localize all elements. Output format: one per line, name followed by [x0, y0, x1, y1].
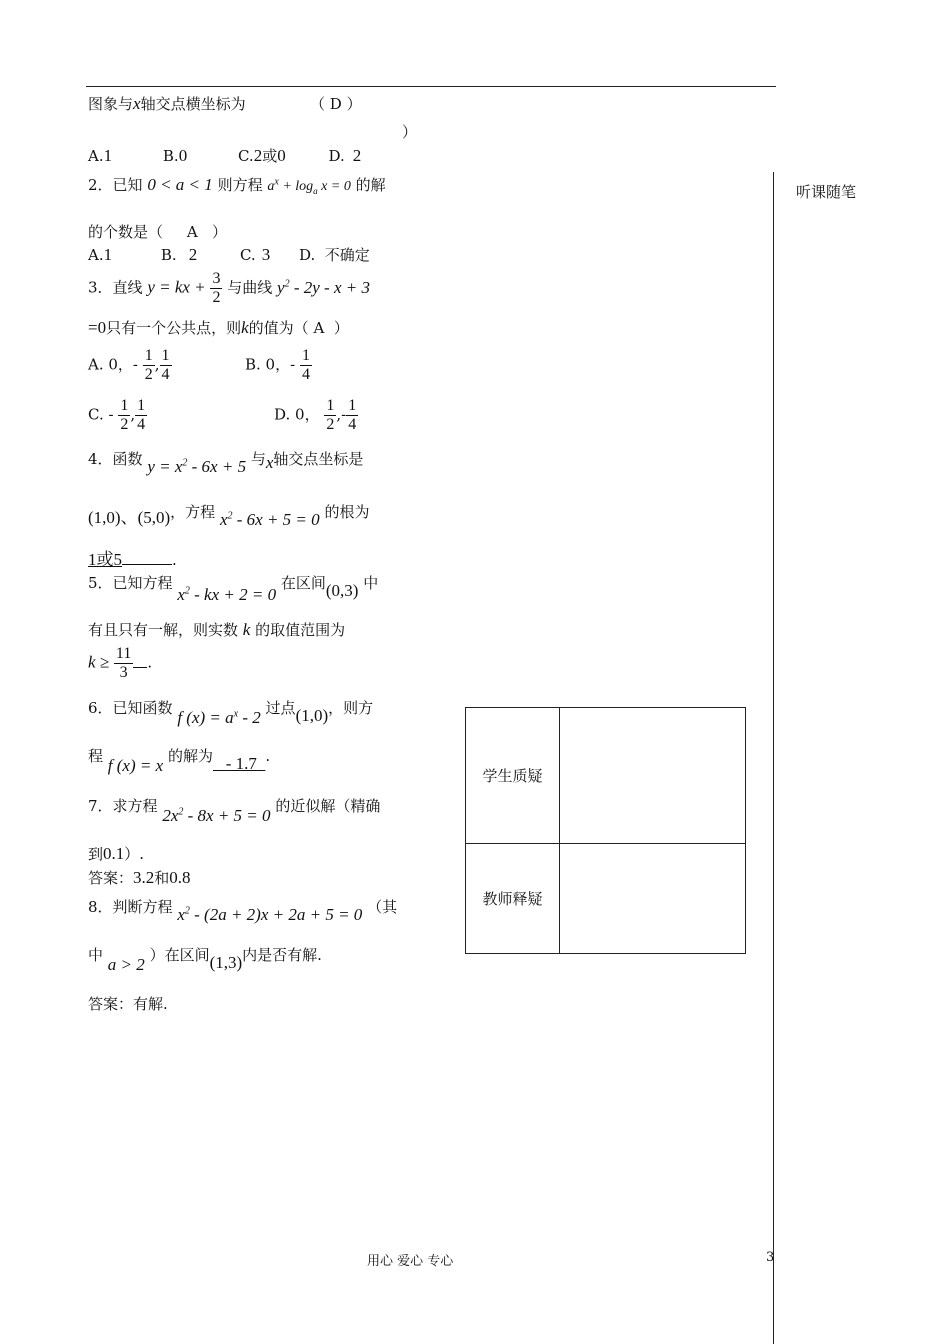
page-number: 3 — [766, 1250, 775, 1265]
qa-table — [465, 707, 746, 954]
q3-stem-line2: =0只有一个公共点，则k的值为（ A ） — [88, 318, 349, 337]
q3-option-a: A. 0，- $\frac{1}{2}$ , $\frac{1}{4}$ — [88, 347, 170, 383]
qa-row-student — [466, 708, 745, 844]
q1-stem: 图象与x轴交点横坐标为 — [88, 94, 246, 113]
q6-stem: 6．已知函数 f $(x) = a^x - 2$ 过点(1,0)，则方 — [88, 699, 374, 727]
q4-roots: 1或5 . — [88, 550, 177, 569]
q8-answer: 答案：有解. — [88, 995, 168, 1013]
q3-option-d: D. 0， $\frac{1}{2}$ ,- $\frac{1}{4}$ — [274, 397, 357, 433]
q2-stem-line2: 的个数是（ A ） — [88, 223, 228, 241]
qa-row-teacher — [466, 844, 745, 953]
q6-answer-line: 程 f (x) = x 的解为 - 1.7 . — [88, 747, 271, 775]
q3-option-c: C. - $\frac{1}{2}$ , $\frac{1}{4}$ — [88, 397, 146, 433]
q1-options: A.1 B.0 C.2或0 D. 2 — [88, 146, 362, 165]
q2-options: A.1 B. 2 C. 3 D. 不确定 — [88, 245, 370, 264]
q4-stem: 4．函数 $y = x^2 - 6x + 5$ 与x轴交点坐标是 — [88, 450, 364, 476]
q5-stem-line2: 有且只有一解，则实数 k 的取值范围为 — [88, 620, 346, 639]
q5-answer: k ≥ $\frac{11}{3}$ . — [88, 645, 153, 681]
q3-option-b: B. 0，- $\frac{1}{4}$ — [245, 347, 310, 383]
q1-stray-paren: ） — [402, 123, 418, 141]
student-question-label: 学生质疑 — [466, 708, 560, 843]
teacher-answer-label: 教师释疑 — [466, 844, 560, 953]
header-rule — [86, 86, 776, 87]
footer-motto: 用心 爱心 专心 — [367, 1254, 454, 1269]
q3-stem: 3．直线 y = kx + $\frac{3}{2}$ 与曲线 $y^2 - 2y - x + 3$ — [88, 270, 370, 306]
q1-answer: （ D ） — [310, 95, 362, 113]
side-note-title: 听课随笔 — [796, 183, 857, 201]
q8-stem: 8．判断方程 $x^2 - (2a + 2)x + 2a + 5 = 0$ （其 — [88, 898, 398, 924]
q7-stem: 7．求方程 $2x^2 - 8x + 5 = 0$ 的近似解（精确 — [88, 797, 381, 825]
q8-stem-line2: 中 a > 2 ）在区间(1,3)内是否有解. — [88, 946, 322, 974]
q7-answer: 答案：3.2和0.8 — [88, 868, 191, 887]
margin-rule — [773, 172, 774, 1344]
q7-stem-line2: 到0.1）. — [88, 844, 145, 863]
q4-answer-line: (1,0)、(5,0)，方程 $x^2 - 6x + 5 = 0$ 的根为 — [88, 503, 370, 529]
q5-stem: 5．已知方程 $x^2$ - kx + 2 = 0 在区间(0,3) 中 — [88, 574, 379, 604]
q2-stem: 2．已知 0 < a < 1 则方程 $a^x + \log_a x = 0$ 的解 — [88, 175, 386, 196]
